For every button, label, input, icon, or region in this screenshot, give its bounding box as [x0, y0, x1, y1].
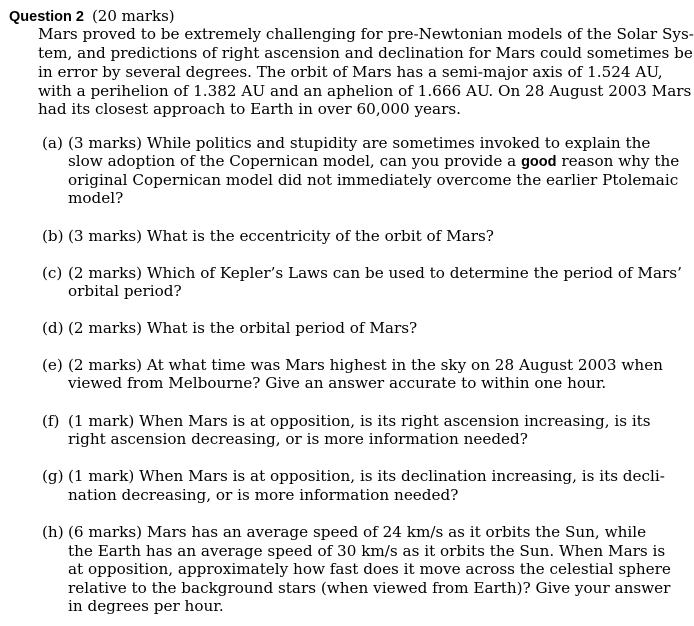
question-marks: (20 marks)	[91, 7, 175, 25]
intro-line: in error by several degrees. The orbit of Mars has a semi-major axis of 1.524 AU,	[38, 63, 663, 81]
part-f-label: (f)	[42, 412, 60, 430]
emphasis-good: good	[521, 154, 557, 170]
part-g-line: (1 mark) When Mars is at opposition, is its declination increasing, is its decli-	[68, 467, 665, 485]
part-d-line: (2 marks) What is the orbital period of Mars?	[68, 319, 418, 337]
part-a-line: (3 marks) While politics and stupidity are sometimes invoked to explain the	[68, 134, 651, 152]
part-h-line: the Earth has an average speed of 30 km/s as it orbits the Sun. When Mars is	[68, 542, 666, 560]
part-h-label: (h)	[42, 523, 64, 541]
part-d-label: (d)	[42, 319, 64, 337]
question-number: Question 2	[9, 9, 84, 25]
part-c-line: (2 marks) Which of Kepler’s Laws can be used to determine the period of Mars’	[68, 264, 682, 282]
part-a-line: original Copernican model did not immediately overcome the earlier Ptolemaic	[68, 171, 679, 189]
part-e-line: (2 marks) At what time was Mars highest in the sky on 28 August 2003 when	[68, 356, 663, 374]
part-e-label: (e)	[42, 356, 63, 374]
part-h-line: (6 marks) Mars has an average speed of 24 km/s as it orbits the Sun, while	[68, 523, 647, 541]
intro-line: had its closest approach to Earth in over 60,000 years.	[38, 100, 461, 118]
part-a-line: model?	[68, 189, 124, 207]
question-heading	[9, 7, 175, 26]
part-b-line: (3 marks) What is the eccentricity of the orbit of Mars?	[68, 227, 494, 245]
part-c-line: orbital period?	[68, 282, 182, 300]
part-f-line: right ascension decreasing, or is more information needed?	[68, 430, 528, 448]
part-c-label: (c)	[42, 264, 63, 282]
intro-line: Mars proved to be extremely challenging for pre-Newtonian models of the Solar Sys-	[38, 25, 694, 43]
part-h-line: relative to the background stars (when viewed from Earth)? Give your answer	[68, 579, 671, 597]
part-f-line: (1 mark) When Mars is at opposition, is its right ascension increasing, is its	[68, 412, 651, 430]
part-a-line: slow adoption of the Copernican model, can you provide a good reason why the	[68, 152, 680, 170]
part-b-label: (b)	[42, 227, 64, 245]
part-e-line: viewed from Melbourne? Give an answer accurate to within one hour.	[68, 374, 607, 392]
part-h-line: in degrees per hour.	[68, 597, 224, 615]
intro-line: tem, and predictions of right ascension and declination for Mars could sometimes be	[38, 44, 693, 62]
part-g-label: (g)	[42, 467, 64, 485]
intro-line: with a perihelion of 1.382 AU and an aphelion of 1.666 AU. On 28 August 2003 Mars	[38, 82, 692, 100]
part-a-label: (a)	[42, 134, 63, 152]
part-h-line: at opposition, approximately how fast does it move across the celestial sphere	[68, 560, 671, 578]
part-g-line: nation decreasing, or is more information needed?	[68, 486, 459, 504]
